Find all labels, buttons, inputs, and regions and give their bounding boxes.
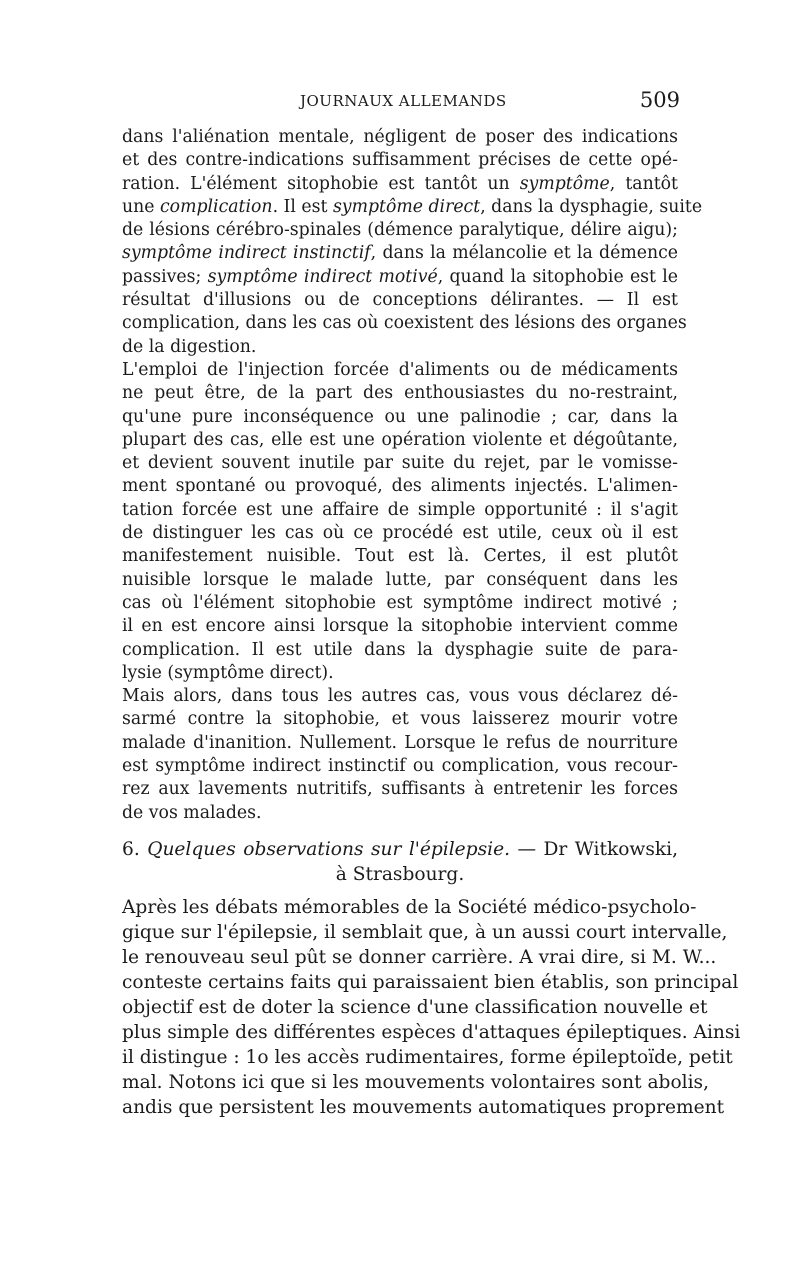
text-line: qu'une pure inconséquence ou une palinodie ; car, dans la bbox=[122, 406, 678, 427]
text-line: mal. Notons ici que si les mouvements volontaires sont abolis, bbox=[122, 1071, 709, 1093]
running-title: JOURNAUX ALLEMANDS bbox=[300, 92, 507, 110]
text-line: plupart des cas, elle est une opération violente et dégoûtante, bbox=[122, 429, 678, 450]
text-line: lysie (symptôme direct). bbox=[122, 662, 334, 683]
running-head bbox=[120, 88, 680, 118]
text-line: conteste certains faits qui paraissaient bien établis, son principal bbox=[122, 971, 739, 993]
text-line: malade d'inanition. Nullement. Lorsque le refus de nourriture bbox=[122, 732, 678, 753]
text-line: symptôme indirect instinctif, dans la mélancolie et la démence bbox=[122, 243, 678, 264]
text-line: de distinguer les cas où ce procédé est utile, ceux où il est bbox=[122, 523, 678, 544]
text-line: dans l'aliénation mentale, négligent de poser des indications bbox=[122, 127, 678, 147]
text-line: de la digestion. bbox=[122, 336, 257, 357]
text-line: de lésions cérébro-spinales (démence paralytique, délire aigu); bbox=[122, 220, 678, 241]
page-number: 509 bbox=[639, 88, 680, 112]
text-line: le renouveau seul pût se donner carrière. A vrai dire, si M. W... bbox=[122, 946, 717, 968]
text-line: et devient souvent inutile par suite du rejet, par le vomisse- bbox=[122, 453, 678, 474]
text-line: rez aux lavements nutritifs, suffisants à entretenir les forces bbox=[122, 779, 678, 800]
text-line: sarmé contre la sitophobie, et vous laisserez mourir votre bbox=[122, 709, 678, 730]
paragraph-injection-forcee bbox=[122, 359, 678, 685]
text-line: L'emploi de l'injection forcée d'aliments ou de médicaments bbox=[122, 359, 678, 380]
text-line: est symptôme indirect instinctif ou complication, vous recour- bbox=[122, 756, 678, 777]
text-line: tation forcée est une affaire de simple opportunité : il s'agit bbox=[122, 499, 678, 520]
text-line: ment spontané ou provoqué, des aliments injectés. L'alimen- bbox=[122, 476, 678, 497]
text-line: Mais alors, dans tous les autres cas, vous vous déclarez dé- bbox=[122, 686, 678, 707]
section-spacer-small bbox=[122, 887, 678, 895]
body-text bbox=[122, 126, 741, 1120]
section-heading bbox=[122, 837, 678, 887]
section-heading-place: à Strasbourg. bbox=[335, 863, 465, 885]
text-line: il distingue : 1o les accès rudimentaires, forme épileptoïde, petit bbox=[122, 1046, 733, 1068]
text-line: plus simple des différentes espèces d'attaques épileptiques. Ainsi bbox=[122, 1021, 741, 1043]
paragraph-sitophobie-classification bbox=[122, 126, 703, 359]
text-line: de vos malades. bbox=[122, 802, 262, 823]
paragraph-lavements-nutritifs bbox=[122, 685, 678, 825]
text-line: cas où l'élément sitophobie est symptôme indirect motivé ; bbox=[122, 592, 678, 613]
text-line: ne peut être, de la part des enthousiastes du no-restraint, bbox=[122, 383, 678, 404]
text-line: Après les débats mémorables de la Société médico-psycholo- bbox=[122, 896, 697, 918]
text-line: ration. L'élément sitophobie est tantôt un symptôme, tantôt bbox=[122, 173, 678, 194]
section-spacer bbox=[122, 825, 678, 837]
text-line: et des contre-indications suffisamment précises de cette opé- bbox=[122, 150, 678, 171]
text-line: andis que persistent les mouvements automatiques proprement bbox=[122, 1096, 725, 1118]
text-line: objectif est de doter la science d'une classification nouvelle et bbox=[122, 996, 708, 1018]
text-line: gique sur l'épilepsie, il semblait que, à un aussi court intervalle, bbox=[122, 921, 728, 943]
text-line: une complication. Il est symptôme direct, dans la dysphagie, suite bbox=[122, 196, 703, 217]
text-line: passives; symptôme indirect motivé, quand la sitophobie est le bbox=[122, 266, 678, 287]
paragraph-epilepsie bbox=[122, 895, 741, 1120]
text-line: complication, dans les cas où coexistent des lésions des organes bbox=[122, 313, 687, 334]
text-line: complication. Il est utile dans la dysphagie suite de para- bbox=[122, 639, 678, 660]
text-line: nuisible lorsque le malade lutte, par conséquent dans les bbox=[122, 569, 678, 590]
text-line: résultat d'illusions ou de conceptions délirantes. — Il est bbox=[122, 290, 678, 311]
section-heading-title: 6. Quelques observations sur l'épilepsie. — Dr Witkowski, bbox=[122, 838, 679, 860]
text-line: il en est encore ainsi lorsque la sitophobie intervient comme bbox=[122, 616, 678, 637]
text-line: manifestement nuisible. Tout est là. Certes, il est plutôt bbox=[122, 546, 678, 567]
